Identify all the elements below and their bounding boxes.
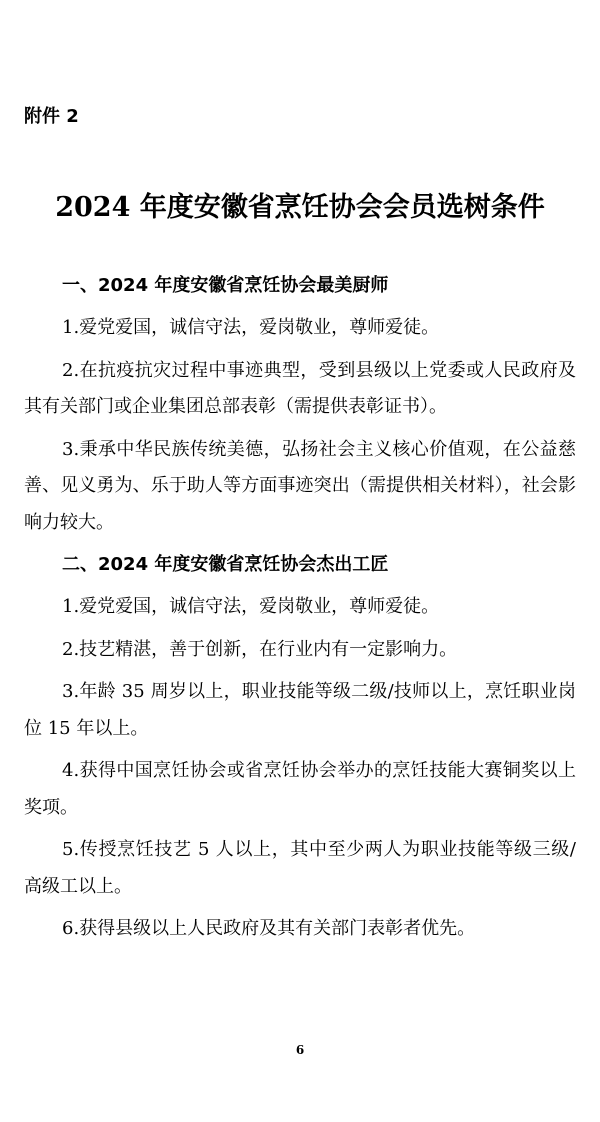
section-heading-outstanding-craftsman: 二、2024 年度安徽省烹饪协会杰出工匠 <box>62 554 389 575</box>
section-heading-best-chef: 一、2024 年度安徽省烹饪协会最美厨师 <box>62 275 389 296</box>
document-title: 2024 年度安徽省烹饪协会会员选树条件 <box>55 192 545 223</box>
list-item: 6.获得县级以上人民政府及其有关部门表彰者优先。 <box>62 918 476 939</box>
list-item: 5.传授烹饪技艺 5 人以上，其中至少两人为职业技能等级三级/高级工以上。 <box>24 839 576 897</box>
page-number: 6 <box>295 1043 305 1057</box>
document-body <box>24 268 576 954</box>
list-item: 1.爱党爱国，诚信守法，爱岗敬业，尊师爱徒。 <box>62 317 440 338</box>
list-item: 2.技艺精湛，善于创新，在行业内有一定影响力。 <box>62 638 458 660</box>
list-item: 3.年龄 35 周岁以上，职业技能等级二级/技师以上，烹饪职业岗位 15 年以上。 <box>24 681 576 739</box>
list-item: 1.爱党爱国，诚信守法，爱岗敬业，尊师爱徒。 <box>62 596 440 617</box>
attachment-label: 附件 2 <box>24 106 79 127</box>
list-item: 2.在抗疫抗灾过程中事迹典型，受到县级以上党委或人民政府及其有关部门或企业集团总部表彰（需提供表彰证书）。 <box>24 359 576 417</box>
list-item: 4.获得中国烹饪协会或省烹饪协会举办的烹饪技能大赛铜奖以上奖项。 <box>24 760 576 818</box>
list-item: 3.秉承中华民族传统美德，弘扬社会主义核心价值观，在公益慈善、见义勇为、乐于助人等方面事迹突出（需提供相关材料），社会影响力较大。 <box>24 438 576 533</box>
